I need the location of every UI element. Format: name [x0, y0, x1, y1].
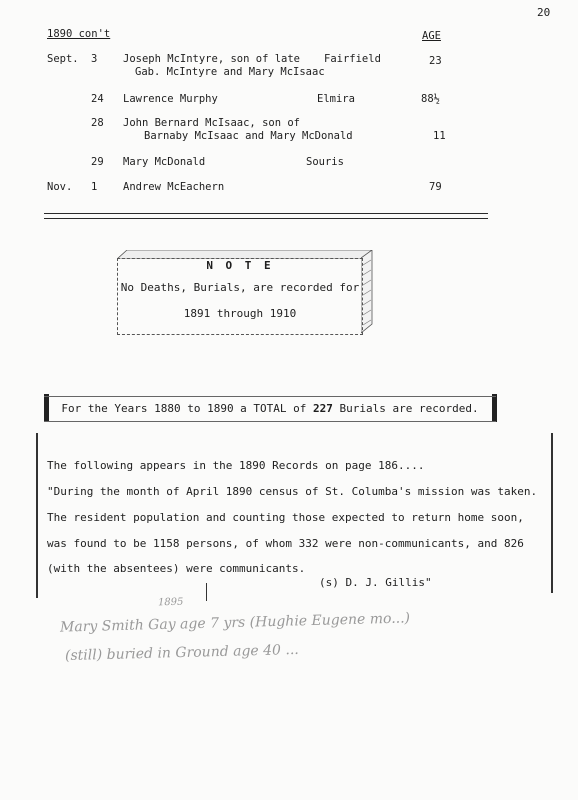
handwritten-note: 1895	[157, 596, 184, 609]
quote-line: The resident population and counting those expected to return home soon,	[47, 511, 524, 524]
entry-age: 79	[429, 181, 442, 193]
quote-intro: The following appears in the 1890 Records on page 186....	[47, 459, 425, 472]
page-number: 20	[537, 6, 551, 19]
total-prefix: For the Years 1880 to 1890 a TOTAL of	[61, 402, 307, 415]
note-box	[117, 258, 363, 335]
entry-place: Elmira	[317, 93, 355, 105]
entry-age: 88½	[421, 93, 440, 105]
quote-right-bar	[551, 433, 553, 593]
divider-rule	[44, 218, 488, 219]
divider-rule	[44, 213, 488, 214]
quote-tick	[206, 583, 207, 601]
total-statement	[44, 402, 496, 415]
quote-left-bar	[36, 433, 38, 598]
quote-line: was found to be 1158 persons, of whom 332 were non-communicants, and 826	[47, 537, 524, 550]
handwritten-note: Mary Smith Gay age 7 yrs (Hughie Eugene mo...)	[59, 610, 411, 636]
quote-line: "During the month of April 1890 census of St. Columba's mission was taken.	[47, 485, 538, 498]
handwritten-note: (still) buried in Ground age 40 ...	[64, 641, 299, 665]
section-header: 1890 con't	[47, 28, 111, 40]
entry-day: 3	[91, 53, 98, 65]
entry-day: 28	[91, 117, 104, 129]
entry-name-continued: Barnaby McIsaac and Mary McDonald	[144, 130, 353, 142]
quote-line: (with the absentees) were communicants.	[47, 562, 306, 575]
entry-age: 23	[429, 55, 442, 67]
entry-name: Mary McDonald	[123, 156, 206, 168]
entry-name: Andrew McEachern	[123, 181, 225, 193]
entry-month: Nov.	[47, 181, 73, 193]
note-line: 1891 through 1910	[183, 307, 297, 320]
entry-month: Sept.	[47, 53, 79, 65]
entry-name: John Bernard McIsaac, son of	[123, 117, 301, 129]
entry-place: Souris	[306, 156, 344, 168]
note-title: N O T E	[206, 259, 274, 272]
entry-age: 11	[433, 130, 446, 142]
entry-name: Lawrence Murphy	[123, 93, 218, 105]
note-line: No Deaths, Burials, are recorded for	[120, 281, 360, 294]
age-column-header: AGE	[422, 30, 441, 42]
entry-name: Joseph McIntyre, son of late	[123, 53, 301, 65]
total-box	[44, 396, 496, 422]
total-count: 227	[313, 402, 333, 415]
entry-day: 29	[91, 156, 104, 168]
quote-signature: (s) D. J. Gillis"	[319, 576, 432, 589]
total-suffix: Burials are recorded.	[339, 402, 479, 415]
entry-place: Fairfield	[324, 53, 381, 65]
entry-day: 1	[91, 181, 98, 193]
entry-day: 24	[91, 93, 104, 105]
entry-name-continued: Gab. McIntyre and Mary McIsaac	[135, 66, 325, 78]
